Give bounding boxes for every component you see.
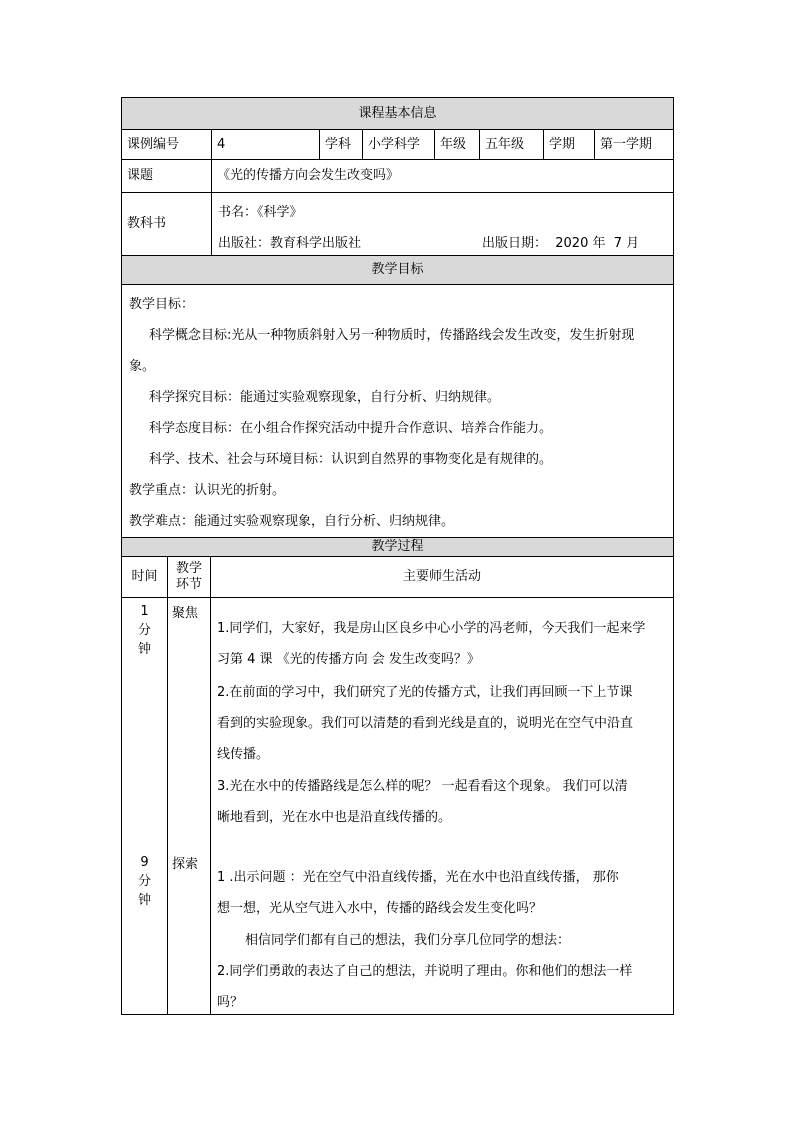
goal-line: 教学目标：: [129, 297, 195, 312]
goals-title-row: [121, 256, 674, 285]
activity-line: 1.同学们，大家好，我是房山区良乡中心小学的冯老师，今天我们一起来学: [217, 621, 646, 636]
process-header-row: [121, 557, 674, 598]
time-text: 9: [140, 855, 149, 870]
process-body: [121, 598, 674, 1015]
activity-line: 看到的实验现象。我们可以清楚的看到光线是直的，说明光在空气中沿直: [217, 716, 634, 731]
goal-line: 科学、技术、社会与环境目标：认识到自然界的事物变化是有规律的。: [149, 452, 553, 467]
goal-line: 教学难点：能通过实验观察现象，自行分析、归纳规律。: [129, 514, 455, 529]
stage-header-line: 教学: [175, 561, 202, 576]
info-title-row: [121, 97, 674, 130]
publish-date: 出版日期： 2020 年 7 月: [482, 236, 640, 251]
goal-line: 科学探究目标：能通过实验观察现象，自行分析、归纳规律。: [149, 390, 501, 405]
topic-label: 课题: [127, 168, 154, 183]
activity-line: 3.光在水中的传播路线是怎么样的呢？ 一起看看这个现象。 我们可以清: [217, 779, 628, 794]
term-label: 学期: [549, 136, 576, 152]
subject-value: 小学科学: [368, 136, 421, 152]
process-title-row: [121, 538, 674, 557]
time-text: 1: [140, 604, 149, 619]
info-title: 课程基本信息: [358, 105, 437, 121]
goal-line: 科学概念目标:光从一种物质斜射入另一种物质时，传播路线会发生改变，发生折射现: [149, 328, 635, 343]
activity-line: 1 .出示问题 ：光在空气中沿直线传播，光在水中也沿直线传播， 那你: [217, 870, 619, 885]
case-info-row: [121, 130, 674, 160]
stage-header-line: 环节: [175, 577, 202, 592]
time-cell-2: [122, 853, 167, 910]
topic-value: 《光的传播方向会发生改变吗》: [217, 168, 400, 183]
textbook-row: [121, 193, 674, 256]
time-text: 钟: [137, 642, 151, 657]
time-text: 钟: [137, 893, 151, 908]
activity-line: 吗？: [217, 995, 244, 1010]
goal-line: 科学态度目标：在小组合作探究活动中提升合作意识、培养合作能力。: [149, 421, 553, 436]
time-header: 时间: [131, 569, 158, 584]
textbook-label: 教科书: [127, 216, 167, 231]
activity-line: 2.在前面的学习中，我们研究了光的传播方式，让我们再回顾一下上节课: [217, 685, 633, 700]
time-text: 分: [137, 623, 151, 638]
goal-line: 象。: [129, 359, 156, 374]
case-no-label: 课例编号: [127, 136, 180, 152]
activity-line: 晰地看到，光在水中也是沿直线传播的。: [217, 810, 452, 825]
activity-line: 2.同学们勇敢的表达了自己的想法，并说明了理由。你和他们的想法一样: [217, 964, 633, 979]
lesson-plan-table: [121, 97, 674, 1015]
activity-line: 线传播。: [217, 747, 270, 762]
stage-header: [168, 557, 210, 597]
publisher: 出版社：教育科学出版社: [218, 236, 362, 251]
grade-value: 五年级: [485, 136, 525, 152]
activity-line: 想一想，光从空气进入水中，传播的路线会发生变化吗？: [217, 901, 543, 916]
grade-label: 年级: [440, 136, 467, 152]
subject-label: 学科: [325, 136, 352, 152]
time-cell-1: [122, 602, 167, 659]
term-value: 第一学期: [600, 136, 653, 152]
goal-line: 教学重点：认识光的折射。: [129, 483, 286, 498]
activity-line: 相信同学们都有自己的想法，我们分享几位同学的想法：: [245, 933, 571, 948]
topic-row: [121, 160, 674, 193]
goals-content: [121, 285, 674, 538]
activity-header: 主要师生活动: [402, 569, 481, 584]
stage-cell-1: 聚焦: [172, 606, 199, 621]
stage-cell-2: 探索: [172, 857, 199, 872]
process-title: 教学过程: [371, 539, 424, 554]
time-text: 分: [137, 874, 151, 889]
case-no-value: 4: [217, 136, 226, 152]
goals-title: 教学目标: [371, 262, 424, 277]
book-name: 书名：《科学》: [218, 205, 303, 220]
activity-line: 习第 4 课 《光的传播方向 会 发生改变吗？》: [217, 652, 480, 667]
